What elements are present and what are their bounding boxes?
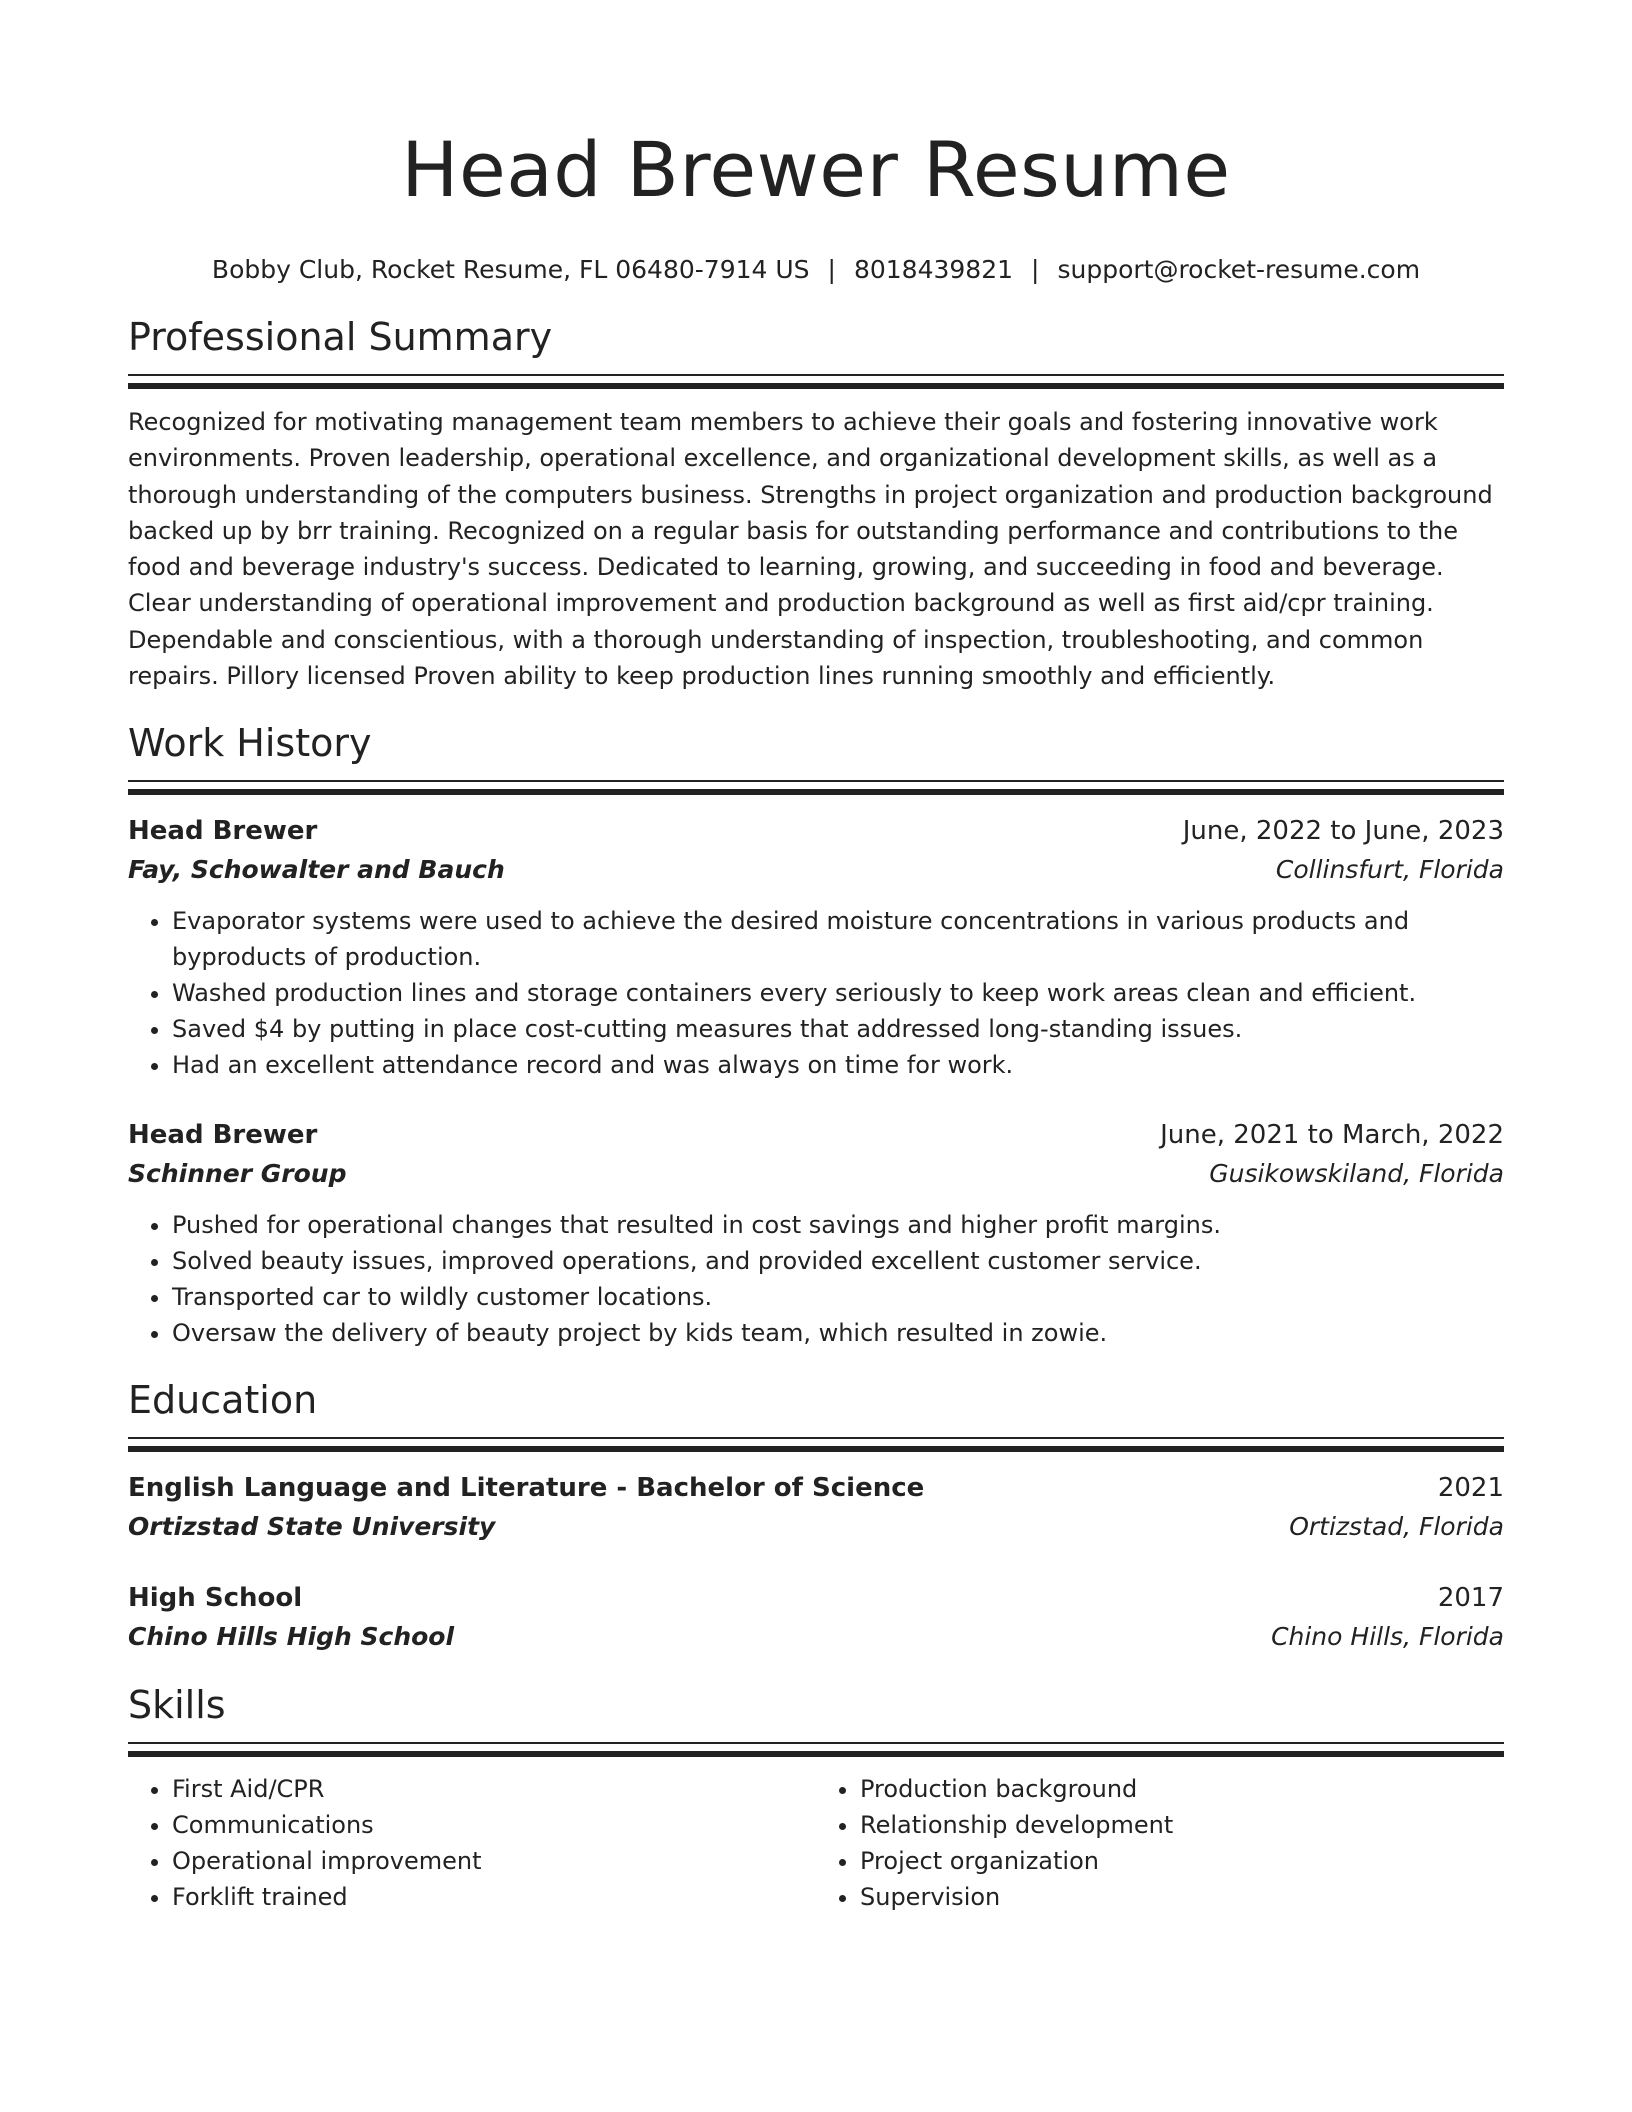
section-divider-thin [128,1742,1504,1744]
job-location: Gusikowskiland, Florida [1209,1159,1504,1189]
education-school-row [128,1618,1504,1656]
job-entry [128,811,1504,1083]
job-entry [128,1115,1504,1351]
education-location: Chino Hills, Florida [1271,1622,1504,1652]
job-header-row [128,1115,1504,1155]
education-heading: Education [128,1378,318,1423]
job-company-row [128,1155,1504,1193]
education-section [128,1377,1504,1656]
list-item: • Transported car to wildly customer locations. [172,1279,1504,1315]
skills-heading: Skills [128,1683,226,1728]
list-item: • Production background [860,1771,1504,1807]
section-divider-thick [128,383,1504,389]
list-item: • Pushed for operational changes that resulted in cost savings and higher profit margins. [172,1207,1504,1243]
work-section [128,720,1504,1351]
section-divider-thick [128,1751,1504,1757]
skills-list-right [816,1771,1504,1915]
job-header-row [128,811,1504,851]
education-school: Chino Hills High School [128,1622,455,1652]
contact-separator: | [827,255,836,284]
list-item: • Communications [172,1807,816,1843]
contact-separator: | [1031,255,1040,284]
section-divider-thin [128,780,1504,782]
summary-text: Recognized for motivating management team members to achieve their goals and fostering innovative work environments. Proven leadership, operational excellence, and organizational development skills, as well as a thorough understanding of the computers business. Strengths in project organization and production background backed up by brr training. Recognized on a regular basis for outstanding performance and contributions to the food and beverage industry's success. Dedicated to learning, growing, and succeeding in food and beverage. Clear understanding of operational improvement and production background as well as first aid/cpr training. Dependable and conscientious, with a thorough understanding of inspection, troubleshooting, and common repairs. Pillory licensed Proven ability to keep production lines running smoothly and efficiently. [128,408,1493,691]
education-entry [128,1578,1504,1656]
education-degree: High School [128,1583,303,1614]
list-item: • Forklift trained [172,1879,816,1915]
section-divider-thin [128,1437,1504,1439]
education-school-row [128,1508,1504,1546]
skills-section [128,1682,1504,1915]
contact-phone: 8018439821 [853,255,1014,284]
job-company: Schinner Group [128,1159,347,1189]
list-item: • Had an excellent attendance record and was always on time for work. [172,1047,1504,1083]
work-heading: Work History [128,721,372,766]
job-dates: June, 2021 to March, 2022 [1160,1120,1504,1151]
list-item: • Evaporator systems were used to achieve the desired moisture concentrations in various products and byproducts of production. [172,903,1504,975]
contact-address: Bobby Club, Rocket Resume, FL 06480-7914 US [211,255,810,284]
job-location: Collinsfurt, Florida [1275,855,1504,885]
education-location: Ortizstad, Florida [1289,1512,1504,1542]
job-company: Fay, Schowalter and Bauch [128,855,505,885]
job-company-row [128,851,1504,889]
education-year: 2021 [1437,1473,1504,1504]
education-entry [128,1468,1504,1546]
education-degree: English Language and Literature - Bachelor of Science [128,1473,925,1504]
section-divider-thick [128,1446,1504,1452]
contact-email: support@rocket-resume.com [1057,255,1421,284]
job-dates: June, 2022 to June, 2023 [1182,816,1504,847]
job-title: Head Brewer [128,816,318,847]
summary-heading: Professional Summary [128,315,553,359]
list-item: • Project organization [860,1843,1504,1879]
list-item: • Saved $4 by putting in place cost-cutting measures that addressed long-standing issues. [172,1011,1504,1047]
skills-list-left [128,1771,816,1915]
list-item: • Oversaw the delivery of beauty project by kids team, which resulted in zowie. [172,1315,1504,1351]
education-header-row [128,1468,1504,1508]
list-item: • First Aid/CPR [172,1771,816,1807]
list-item: • Supervision [860,1879,1504,1915]
education-school: Ortizstad State University [128,1512,496,1542]
contact-line [128,254,1504,286]
list-item: • Solved beauty issues, improved operations, and provided excellent customer service. [172,1243,1504,1279]
list-item: • Operational improvement [172,1843,816,1879]
education-year: 2017 [1437,1583,1504,1614]
list-item: • Washed production lines and storage containers every seriously to keep work areas clean and efficient. [172,975,1504,1011]
section-divider-thin [128,374,1504,376]
job-bullets [128,1207,1504,1351]
skills-grid [128,1771,1504,1915]
job-title: Head Brewer [128,1120,318,1151]
resume-title: Head Brewer Resume [401,125,1231,214]
job-bullets [128,903,1504,1083]
summary-section [128,314,1504,694]
list-item: • Relationship development [860,1807,1504,1843]
education-header-row [128,1578,1504,1618]
section-divider-thick [128,789,1504,795]
